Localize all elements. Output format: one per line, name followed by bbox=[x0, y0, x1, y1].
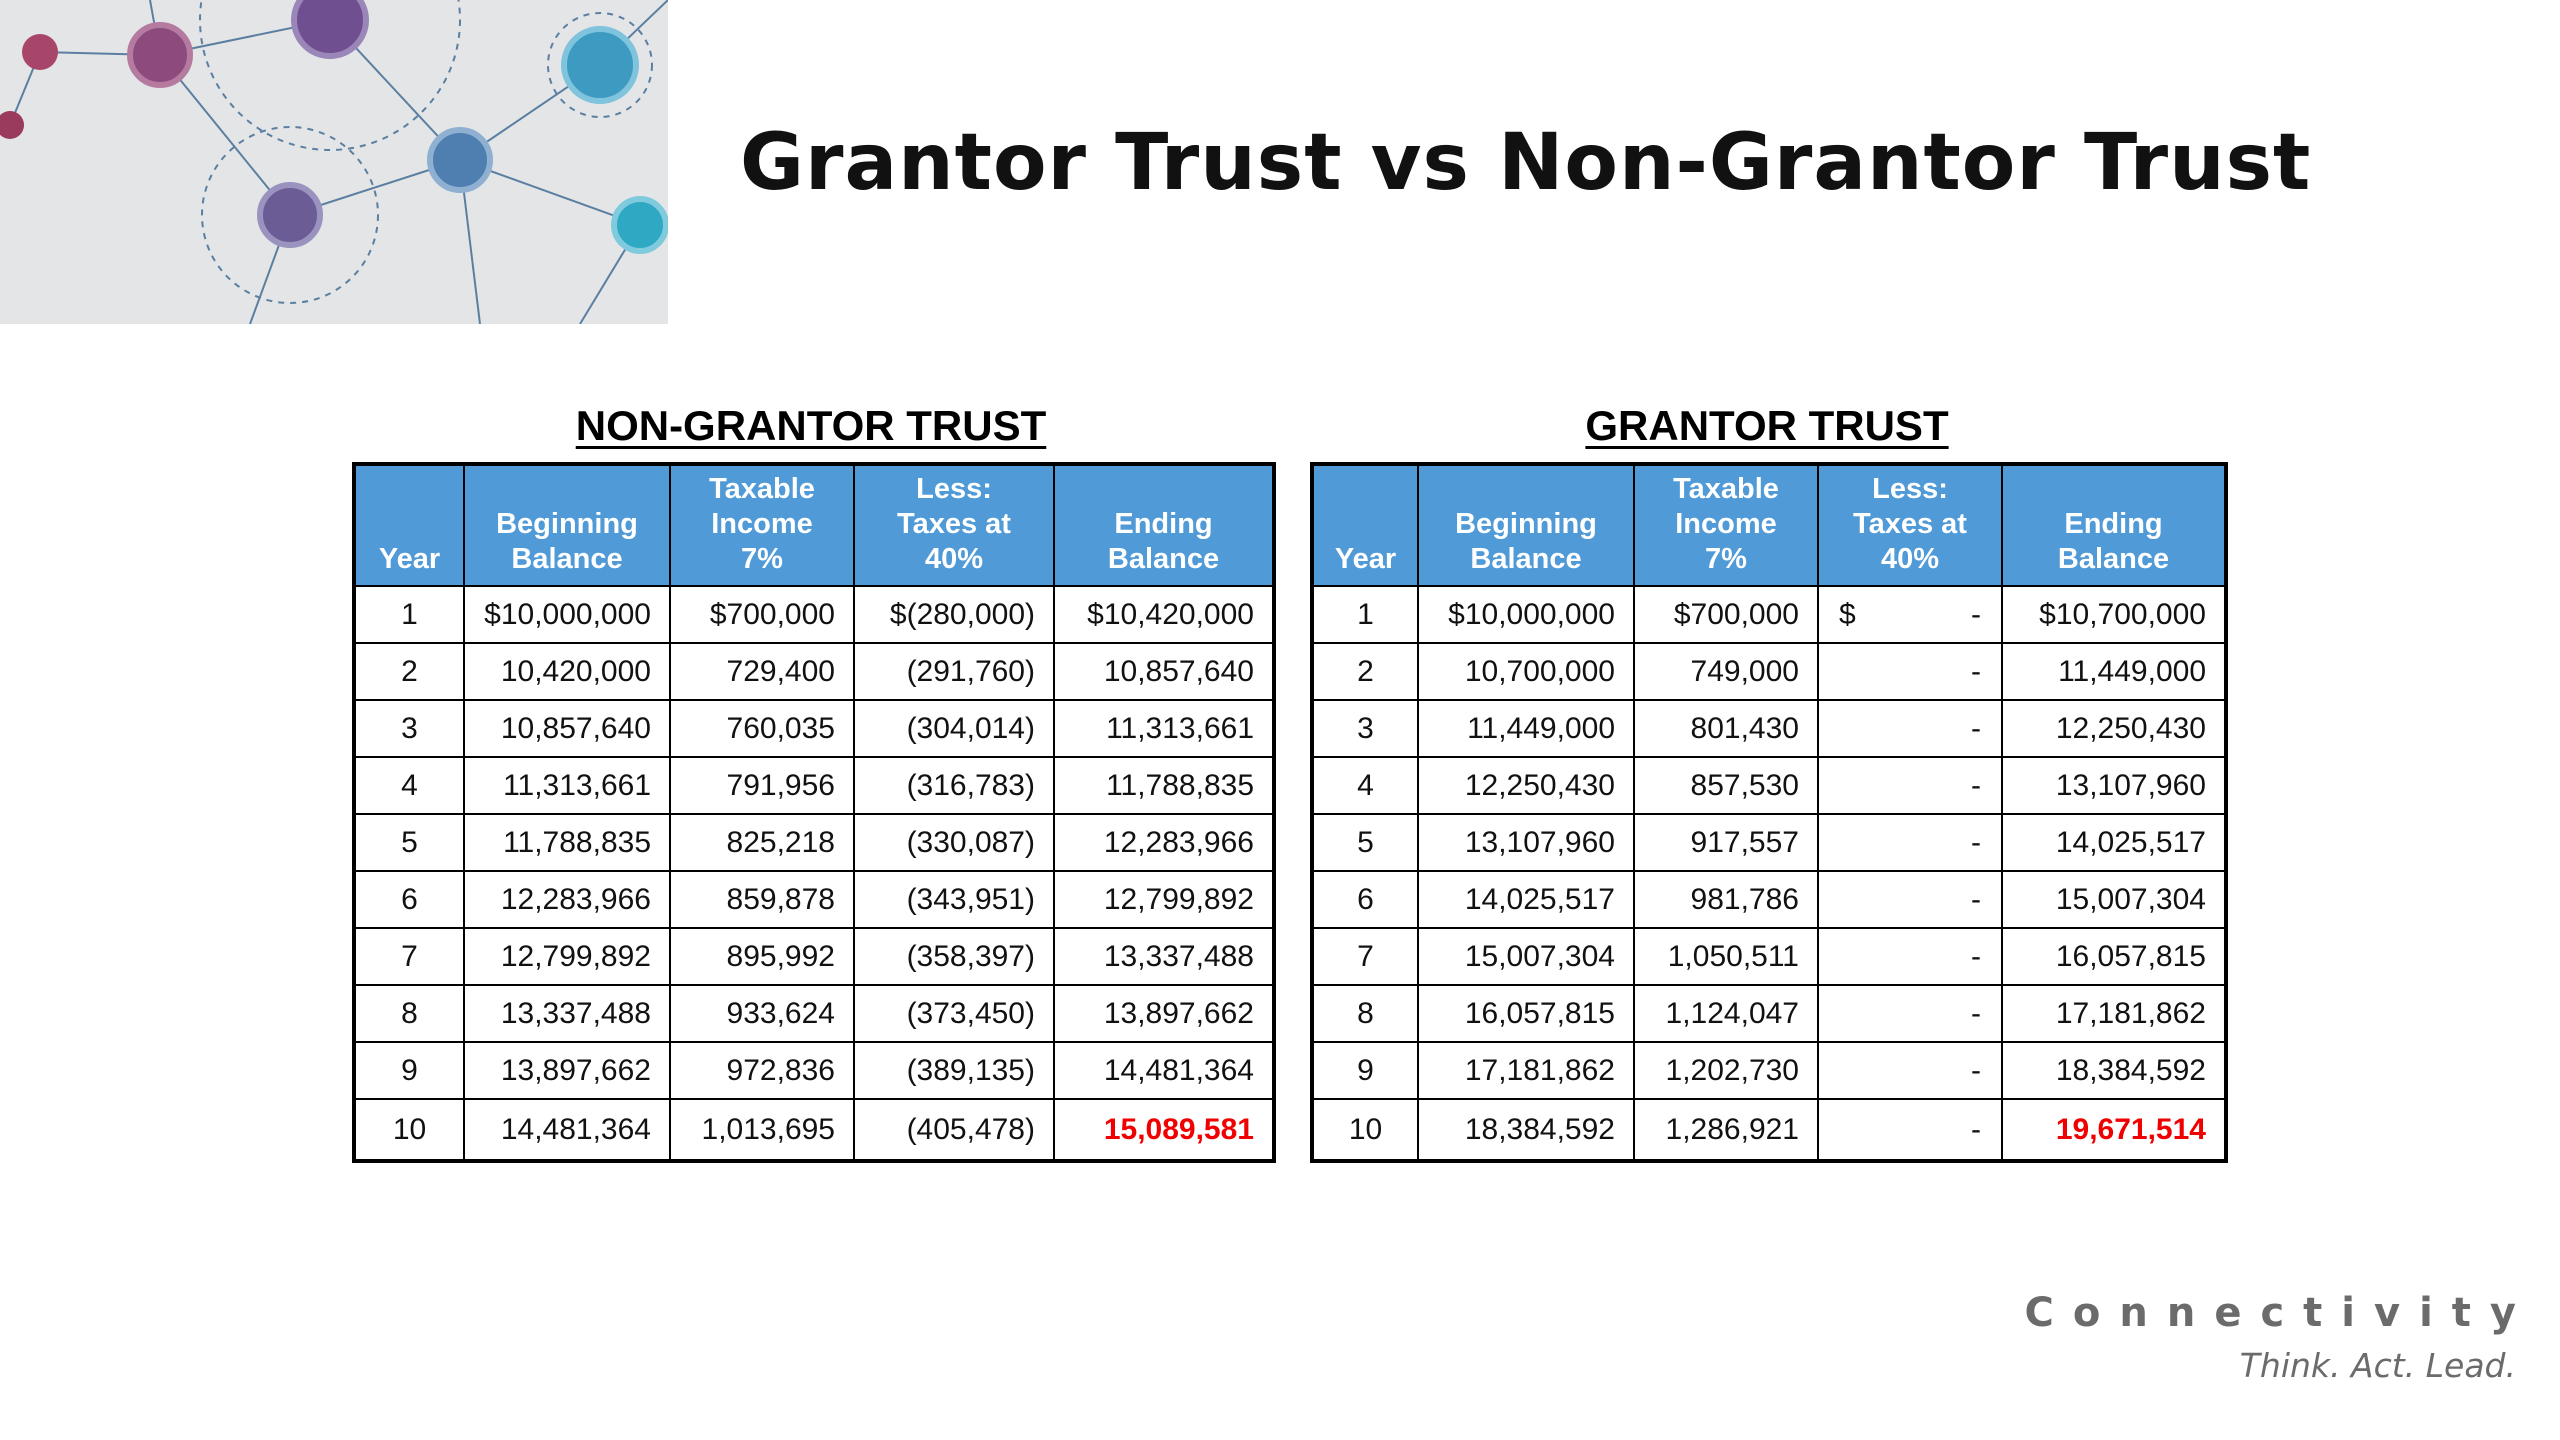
cell-taxable-income: 859,878 bbox=[670, 871, 854, 928]
cell-ending-balance: 12,250,430 bbox=[2002, 700, 2226, 757]
table-row bbox=[354, 1099, 1274, 1161]
table-row bbox=[1312, 700, 2226, 757]
cell-year: 5 bbox=[1312, 814, 1418, 871]
cell-taxes: (358,397) bbox=[854, 928, 1054, 985]
cell-taxes: (304,014) bbox=[854, 700, 1054, 757]
cell-beginning-balance: 11,788,835 bbox=[464, 814, 670, 871]
cell-year: 7 bbox=[1312, 928, 1418, 985]
cell-year: 5 bbox=[354, 814, 464, 871]
table-row bbox=[354, 814, 1274, 871]
cell-taxable-income: 801,430 bbox=[1634, 700, 1818, 757]
cell-ending-balance: $10,420,000 bbox=[1054, 586, 1274, 643]
header-row bbox=[354, 464, 1274, 586]
cell-taxes bbox=[1818, 985, 2002, 1042]
cell-taxes bbox=[1818, 643, 2002, 700]
cell-year: 1 bbox=[354, 586, 464, 643]
cell-beginning-balance: 16,057,815 bbox=[1418, 985, 1634, 1042]
cell-ending-balance: 11,788,835 bbox=[1054, 757, 1274, 814]
dash-value: - bbox=[1971, 654, 1981, 688]
cell-beginning-balance: 14,025,517 bbox=[1418, 871, 1634, 928]
cell-taxable-income: $700,000 bbox=[1634, 586, 1818, 643]
cell-taxable-income: 933,624 bbox=[670, 985, 854, 1042]
table-row bbox=[354, 700, 1274, 757]
table-row bbox=[1312, 871, 2226, 928]
network-graphic bbox=[0, 0, 668, 324]
cell-beginning-balance: 13,337,488 bbox=[464, 985, 670, 1042]
cell-beginning-balance: 18,384,592 bbox=[1418, 1099, 1634, 1161]
cell-taxable-income: 1,124,047 bbox=[1634, 985, 1818, 1042]
cell-taxes bbox=[1818, 928, 2002, 985]
dash-value: - bbox=[1971, 711, 1981, 745]
cell-beginning-balance: 12,799,892 bbox=[464, 928, 670, 985]
cell-year: 8 bbox=[1312, 985, 1418, 1042]
cell-taxable-income: 1,013,695 bbox=[670, 1099, 854, 1161]
cell-ending-balance: 13,107,960 bbox=[2002, 757, 2226, 814]
cell-taxes bbox=[1818, 757, 2002, 814]
cell-taxable-income: 729,400 bbox=[670, 643, 854, 700]
cell-taxable-income: 857,530 bbox=[1634, 757, 1818, 814]
grantor-heading: GRANTOR TRUST bbox=[1585, 402, 1949, 449]
cell-year: 9 bbox=[1312, 1042, 1418, 1099]
cell-beginning-balance: 11,313,661 bbox=[464, 757, 670, 814]
cell-year: 3 bbox=[1312, 700, 1418, 757]
table-row bbox=[354, 928, 1274, 985]
cell-taxable-income: 749,000 bbox=[1634, 643, 1818, 700]
column-header-taxable-income: Taxable Income 7% bbox=[670, 464, 854, 586]
table-row bbox=[354, 985, 1274, 1042]
cell-ending-balance: 14,025,517 bbox=[2002, 814, 2226, 871]
cell-taxes: (316,783) bbox=[854, 757, 1054, 814]
cell-taxable-income: 895,992 bbox=[670, 928, 854, 985]
cell-year: 4 bbox=[354, 757, 464, 814]
table-row bbox=[354, 586, 1274, 643]
cell-year: 10 bbox=[354, 1099, 464, 1161]
cell-year: 8 bbox=[354, 985, 464, 1042]
cell-taxes bbox=[1818, 871, 2002, 928]
brand-block bbox=[2024, 1290, 2535, 1385]
cell-year: 4 bbox=[1312, 757, 1418, 814]
cell-taxable-income: 1,202,730 bbox=[1634, 1042, 1818, 1099]
cell-year: 6 bbox=[1312, 871, 1418, 928]
cell-ending-balance: 11,449,000 bbox=[2002, 643, 2226, 700]
cell-beginning-balance: 17,181,862 bbox=[1418, 1042, 1634, 1099]
brand-tagline: Think. Act. Lead. bbox=[2239, 1346, 2516, 1385]
table-row bbox=[1312, 985, 2226, 1042]
cell-beginning-balance: 12,283,966 bbox=[464, 871, 670, 928]
table-row bbox=[1312, 1099, 2226, 1161]
cell-beginning-balance: 10,420,000 bbox=[464, 643, 670, 700]
cell-taxes: (405,478) bbox=[854, 1099, 1054, 1161]
brand-name: Connectivity bbox=[2024, 1290, 2535, 1336]
cell-taxable-income: 1,050,511 bbox=[1634, 928, 1818, 985]
cell-ending-balance: 13,337,488 bbox=[1054, 928, 1274, 985]
cell-taxes: (291,760) bbox=[854, 643, 1054, 700]
table-row bbox=[1312, 586, 2226, 643]
cell-taxes: (373,450) bbox=[854, 985, 1054, 1042]
cell-ending-balance: 14,481,364 bbox=[1054, 1042, 1274, 1099]
cell-ending-balance: 18,384,592 bbox=[2002, 1042, 2226, 1099]
cell-taxable-income: 1,286,921 bbox=[1634, 1099, 1818, 1161]
dash-value: - bbox=[1971, 597, 1981, 631]
dash-value: - bbox=[1971, 1053, 1981, 1087]
cell-ending-balance: 10,857,640 bbox=[1054, 643, 1274, 700]
cell-beginning-balance: 12,250,430 bbox=[1418, 757, 1634, 814]
dash-value: - bbox=[1971, 825, 1981, 859]
column-header-taxable-income: Taxable Income 7% bbox=[1634, 464, 1818, 586]
cell-taxable-income: $700,000 bbox=[670, 586, 854, 643]
cell-taxable-income: 981,786 bbox=[1634, 871, 1818, 928]
column-header-ending-balance: Ending Balance bbox=[2002, 464, 2226, 586]
table-row bbox=[1312, 814, 2226, 871]
cell-ending-balance: 15,007,304 bbox=[2002, 871, 2226, 928]
cell-taxes: $(280,000) bbox=[854, 586, 1054, 643]
cell-ending-balance: 16,057,815 bbox=[2002, 928, 2226, 985]
cell-taxes bbox=[1818, 586, 2002, 643]
cell-beginning-balance: $10,000,000 bbox=[1418, 586, 1634, 643]
cell-ending-balance: 12,283,966 bbox=[1054, 814, 1274, 871]
cell-ending-balance: 17,181,862 bbox=[2002, 985, 2226, 1042]
cell-ending-balance: 19,671,514 bbox=[2002, 1099, 2226, 1161]
cell-beginning-balance: 13,107,960 bbox=[1418, 814, 1634, 871]
column-header-beginning-balance: Beginning Balance bbox=[464, 464, 670, 586]
table-row bbox=[1312, 1042, 2226, 1099]
table-row bbox=[354, 757, 1274, 814]
table-row bbox=[1312, 757, 2226, 814]
table-row bbox=[354, 871, 1274, 928]
dash-value: - bbox=[1971, 882, 1981, 916]
cell-taxable-income: 917,557 bbox=[1634, 814, 1818, 871]
table-row bbox=[354, 643, 1274, 700]
cell-ending-balance: 15,089,581 bbox=[1054, 1099, 1274, 1161]
column-header-taxes: Less: Taxes at 40% bbox=[1818, 464, 2002, 586]
cell-beginning-balance: 11,449,000 bbox=[1418, 700, 1634, 757]
cell-taxes: (389,135) bbox=[854, 1042, 1054, 1099]
cell-taxable-income: 760,035 bbox=[670, 700, 854, 757]
cell-taxes bbox=[1818, 1042, 2002, 1099]
dash-value: - bbox=[1971, 1112, 1981, 1146]
cell-beginning-balance: $10,000,000 bbox=[464, 586, 670, 643]
column-header-ending-balance: Ending Balance bbox=[1054, 464, 1274, 586]
dash-value: - bbox=[1971, 939, 1981, 973]
cell-year: 7 bbox=[354, 928, 464, 985]
cell-ending-balance: 13,897,662 bbox=[1054, 985, 1274, 1042]
column-header-beginning-balance: Beginning Balance bbox=[1418, 464, 1634, 586]
header-row bbox=[1312, 464, 2226, 586]
cell-taxes bbox=[1818, 700, 2002, 757]
cell-year: 3 bbox=[354, 700, 464, 757]
cell-taxes bbox=[1818, 814, 2002, 871]
cell-beginning-balance: 14,481,364 bbox=[464, 1099, 670, 1161]
non-grantor-table bbox=[352, 462, 1276, 1163]
cell-year: 2 bbox=[1312, 643, 1418, 700]
cell-year: 9 bbox=[354, 1042, 464, 1099]
cell-taxes: (343,951) bbox=[854, 871, 1054, 928]
cell-taxable-income: 825,218 bbox=[670, 814, 854, 871]
cell-taxable-income: 791,956 bbox=[670, 757, 854, 814]
cell-ending-balance: $10,700,000 bbox=[2002, 586, 2226, 643]
cell-ending-balance: 11,313,661 bbox=[1054, 700, 1274, 757]
cell-taxable-income: 972,836 bbox=[670, 1042, 854, 1099]
grantor-table bbox=[1310, 462, 2228, 1163]
non-grantor-heading: NON-GRANTOR TRUST bbox=[575, 402, 1047, 449]
cell-beginning-balance: 15,007,304 bbox=[1418, 928, 1634, 985]
dash-value: - bbox=[1971, 996, 1981, 1030]
cell-year: 6 bbox=[354, 871, 464, 928]
cell-year: 10 bbox=[1312, 1099, 1418, 1161]
column-header-year: Year bbox=[1312, 464, 1418, 586]
slide-title: Grantor Trust vs Non-Grantor Trust bbox=[740, 118, 2312, 208]
cell-year: 2 bbox=[354, 643, 464, 700]
cell-ending-balance: 12,799,892 bbox=[1054, 871, 1274, 928]
cell-taxes bbox=[1818, 1099, 2002, 1161]
cell-year: 1 bbox=[1312, 586, 1418, 643]
table-row bbox=[1312, 643, 2226, 700]
column-header-taxes: Less: Taxes at 40% bbox=[854, 464, 1054, 586]
cell-beginning-balance: 10,700,000 bbox=[1418, 643, 1634, 700]
cell-taxes: (330,087) bbox=[854, 814, 1054, 871]
currency-symbol: $ bbox=[1839, 597, 1856, 631]
table-row bbox=[1312, 928, 2226, 985]
dash-value: - bbox=[1971, 768, 1981, 802]
column-header-year: Year bbox=[354, 464, 464, 586]
cell-beginning-balance: 13,897,662 bbox=[464, 1042, 670, 1099]
table-row bbox=[354, 1042, 1274, 1099]
cell-beginning-balance: 10,857,640 bbox=[464, 700, 670, 757]
